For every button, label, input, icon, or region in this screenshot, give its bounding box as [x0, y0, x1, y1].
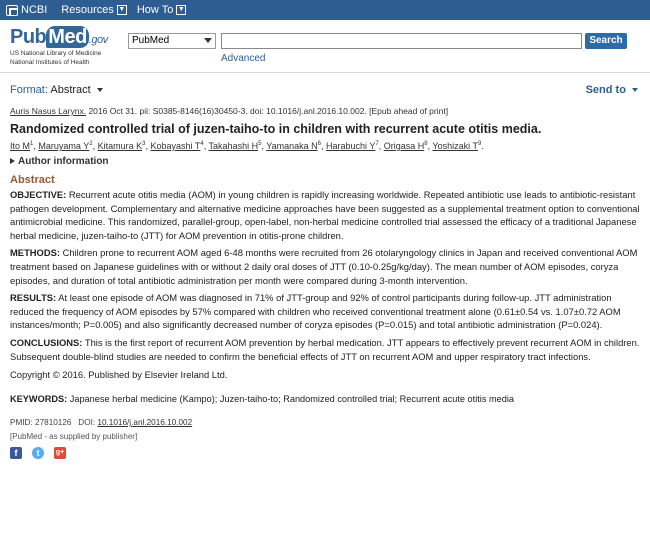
database-select-value: PubMed [132, 35, 170, 46]
format-selector[interactable] [10, 84, 103, 96]
author-link[interactable]: Takahashi H [208, 141, 259, 151]
doi-label: DOI: [78, 418, 96, 428]
advanced-search-link[interactable]: Advanced [221, 53, 266, 64]
caret-down-icon [97, 88, 103, 92]
chevron-down-icon: ▼ [177, 6, 185, 13]
author-link[interactable]: Yoshizaki T [432, 141, 478, 151]
how-to-menu-label: How To [136, 4, 174, 16]
logo-subtitle-2: National Institutes of Health [10, 59, 90, 66]
article [10, 106, 640, 459]
database-select[interactable] [128, 33, 216, 49]
author-link[interactable]: Yamanaka N [266, 141, 318, 151]
keywords-label: KEYWORDS: [10, 394, 68, 405]
author-link[interactable]: Origasa H [383, 141, 425, 151]
google-plus-icon[interactable]: g+ [54, 447, 66, 459]
send-to-label: Send to [585, 84, 626, 96]
author-affiliation-number: 2 [89, 141, 93, 147]
article-ids [10, 418, 640, 427]
abstract-results [10, 291, 640, 332]
resources-menu-label: Resources [61, 4, 114, 16]
send-to-menu[interactable] [586, 84, 638, 96]
abstract-objective [10, 188, 640, 242]
author-affiliation-number: 7 [375, 141, 379, 147]
author-affiliation-number: 1 [30, 141, 34, 147]
author-affiliation-number: 5 [258, 141, 262, 147]
author-link[interactable]: Maruyama Y [38, 141, 90, 151]
ncbi-logo[interactable] [6, 4, 47, 16]
author-information-label: Author information [18, 156, 109, 167]
search-button[interactable]: Search [585, 33, 627, 49]
copyright: Copyright © 2016. Published by Elsevier Ireland Ltd. [10, 369, 228, 381]
article-title: Randomized controlled trial of juzen-taiho-to in children with recurrent acute otitis media. [10, 122, 542, 136]
pubmed-logo[interactable] [10, 26, 108, 67]
twitter-icon[interactable]: t [32, 447, 44, 459]
logo-subtitle-1: US National Library of Medicine [10, 50, 102, 57]
conclusions-label: CONCLUSIONS: [10, 336, 83, 348]
citation-details: 2016 Oct 31. pii: S0385-8146(16)30450-3. doi: 10.1016/j.anl.2016.10.002. [Epub ahead of print] [88, 106, 449, 116]
author-list: Ito $M^1$, Maruyama $Y^2$, Kitamura $K^3$, Kobayashi $T^4$, Takahashi $H^5$, Yamanaka $N^6$, Harabuchi $Y^7$, Origasa $H^8$, Yoshizaki $T^9$. [10, 141, 484, 151]
abstract-conclusions [10, 336, 640, 363]
citation [10, 106, 640, 116]
chevron-down-icon [204, 38, 212, 43]
author-affiliation-number: 8 [424, 141, 428, 147]
results-text: At least one episode of AOM was diagnosed in 71% of JTT-group and 92% of control participants during follow-up. JTT administration reduced the frequency of AOM episodes by 57% compared with children who received conventional treatment alone (0.61±0.54 vs. 1.07±0.72 AOM instances/month; P=0.005) and also significantly decreased number of coryza episodes (P=0.015) and total antibiotic administration (P=0.024). [10, 292, 621, 331]
format-value: Abstract [50, 84, 91, 96]
objective-text: Recurrent acute otitis media (AOM) in young children is rapidly increasing worldwide. Repeated antibiotic use leads to antibiotic-resistant pathogen development. Complementary and alternative medicine approaches have been suggested as a supplemental treatment option to conventional antimicrobial medicine. This randomized, parallel-group, open-label, non-herbal medicine controlled trial assessed the efficacy of a traditional Japanese herbal medicine, juzen-taiho-to (JTT) for AOM prevention in otitis-prone children. [10, 189, 640, 241]
author-link[interactable]: Kobayashi T [150, 141, 201, 151]
abstract-heading: Abstract [10, 174, 55, 186]
chevron-down-icon: ▼ [118, 6, 126, 13]
pmid-value: 27810126 [35, 418, 72, 428]
author-affiliation-number: 4 [200, 141, 204, 147]
author-link[interactable]: Kitamura K [97, 141, 143, 151]
methods-text: Children prone to recurrent AOM aged 6-48 months were recruited from 26 otolaryngology clinics in Japan and received conventional AOM treatment based on Japanese guidelines with or without 2 daily oral doses of JTT (0.10-0.25g/kg/day). The mean number of AOM episodes, coryza episodes, and duration of total antibiotic administration per month were compared during 3-month intervention. [10, 247, 638, 286]
doi-link[interactable]: 10.1016/j.anl.2016.10.002 [97, 418, 193, 428]
author-affiliation-number: 3 [142, 141, 146, 147]
expand-triangle-icon [10, 158, 15, 164]
ncbi-logo-icon [6, 5, 18, 16]
author-affiliation-number: 9 [477, 141, 482, 147]
format-label: Format: [10, 84, 48, 96]
header-divider [0, 72, 650, 73]
abstract-methods [10, 246, 640, 287]
how-to-menu[interactable] [137, 4, 186, 16]
pubmed-logo-wordmark [10, 26, 108, 49]
journal-link[interactable]: Auris Nasus Larynx. [10, 106, 87, 116]
logo-pub: Pub [10, 26, 47, 48]
facebook-icon[interactable]: f [10, 447, 22, 459]
author-link[interactable]: Ito M [10, 141, 31, 151]
search-input[interactable] [221, 33, 582, 49]
caret-down-icon [632, 88, 638, 92]
logo-med: Med [48, 26, 87, 48]
resources-menu[interactable] [61, 4, 127, 16]
ncbi-top-bar [0, 0, 650, 20]
share-bar [10, 447, 640, 459]
conclusions-text: This is the first report of recurrent AOM prevention by herbal medication. JTT appears to effectively prevent recurrent AOM in children. Subsequent double-blind studies are needed to confirm the beneficial effects of JTT on recurrent AOM and upper respiratory tract infections. [10, 336, 640, 362]
keywords [10, 394, 640, 404]
logo-gov: .gov [88, 34, 108, 46]
pmid-label: PMID: [10, 418, 33, 428]
methods-label: METHODS: [10, 247, 60, 259]
author-information-toggle[interactable] [10, 156, 640, 167]
author-link[interactable]: Harabuchi Y [325, 141, 376, 151]
results-label: RESULTS: [10, 292, 57, 304]
objective-label: OBJECTIVE: [10, 189, 67, 200]
publication-status: [PubMed - as supplied by publisher] [10, 432, 138, 442]
author-affiliation-number: 6 [317, 141, 321, 147]
ncbi-logo-text: NCBI [21, 4, 48, 16]
pubmed-header [0, 20, 650, 70]
keywords-text: Japanese herbal medicine (Kampo); Juzen-taiho-to; Randomized controlled trial; Recurrent acute otitis media [69, 394, 515, 405]
